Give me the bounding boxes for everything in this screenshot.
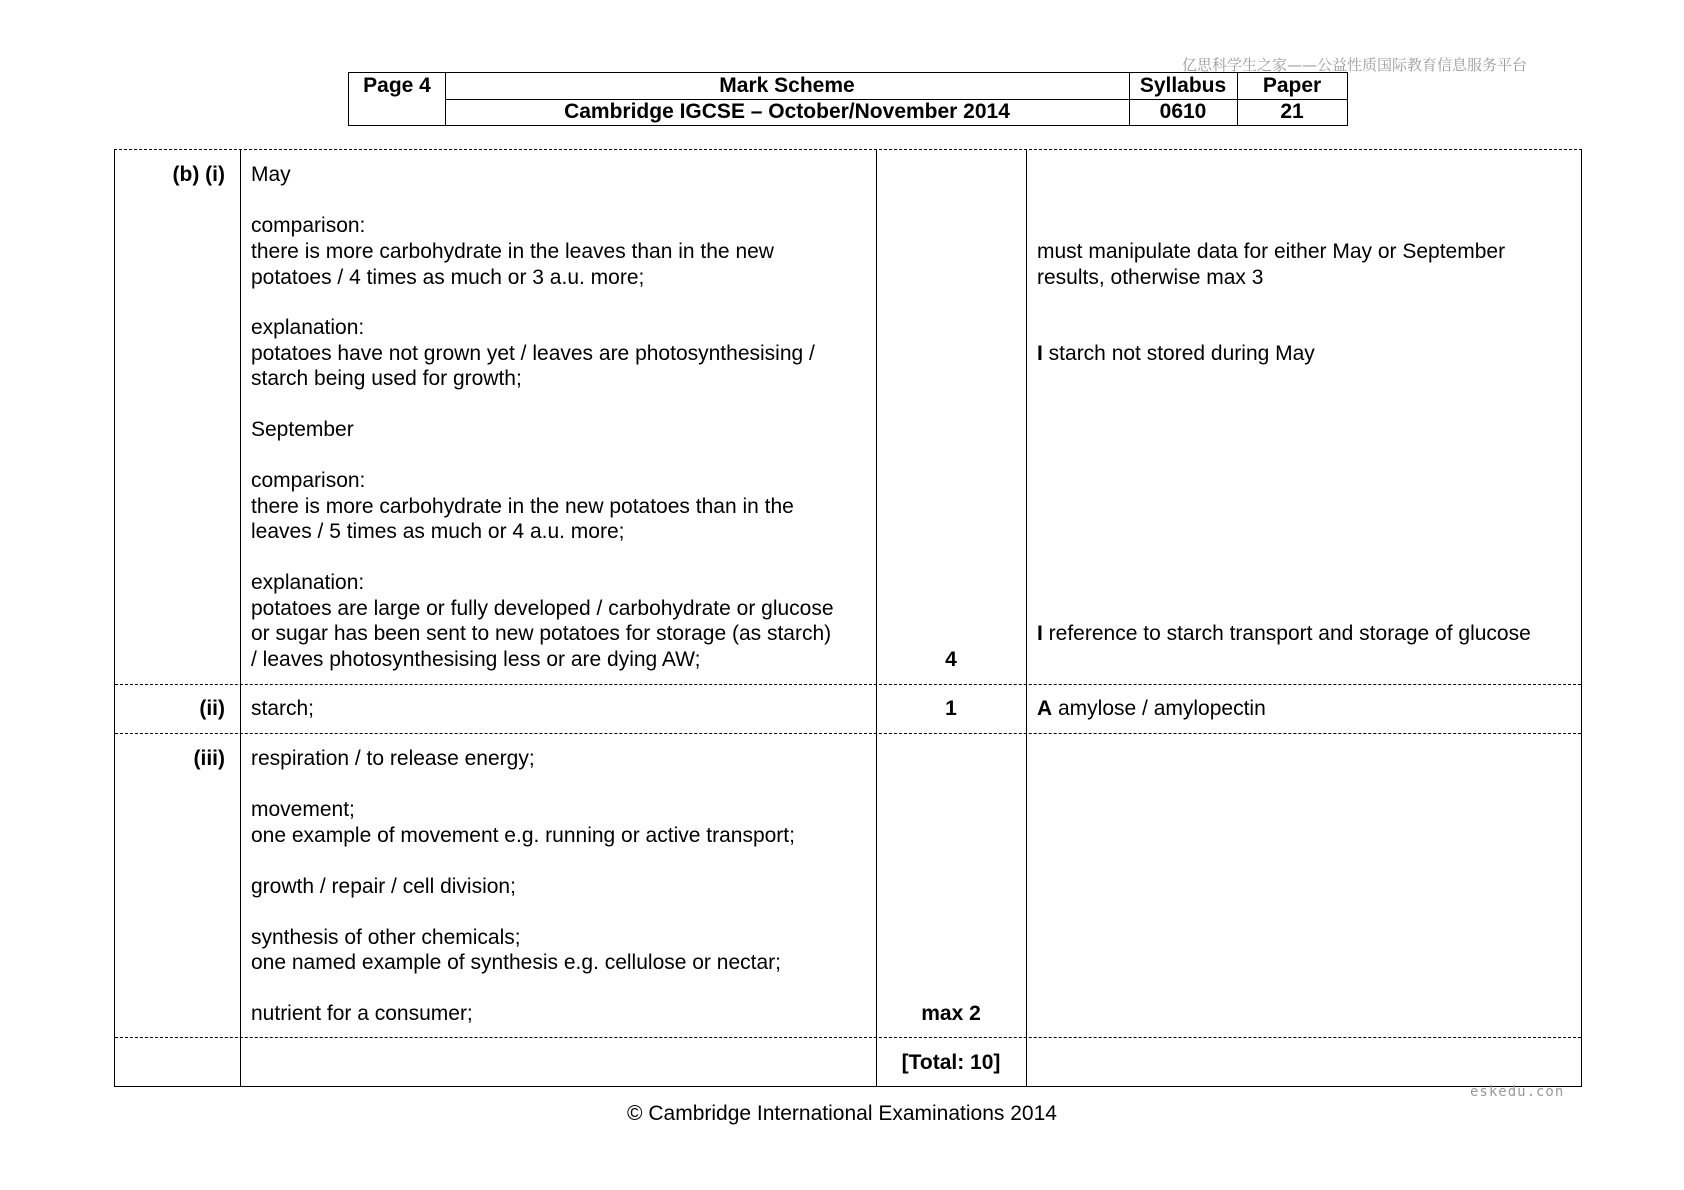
answer-line: nutrient for a consumer; [251, 1002, 473, 1025]
answer-line: comparison: [251, 214, 366, 237]
question-label-iii: (iii) [193, 747, 225, 770]
guidance-ignore [1037, 621, 1531, 647]
ignore-text: starch not stored during May [1042, 342, 1315, 365]
answer-line: starch; [251, 697, 315, 720]
answer-line: potatoes / 4 times as much or 3 a.u. more; [251, 266, 645, 289]
syllabus-label: Syllabus [1139, 74, 1227, 97]
answer-line: / leaves photosynthesising less or are dying AW; [251, 648, 701, 671]
paper-label: Paper [1262, 74, 1322, 97]
answer-line: one named example of synthesis e.g. cellulose or nectar; [251, 951, 781, 974]
guidance-line: results, otherwise max 3 [1037, 266, 1264, 289]
document-subtitle: Cambridge IGCSE – October/November 2014 [564, 100, 1010, 123]
answer-line: comparison: [251, 469, 366, 492]
answer-line: there is more carbohydrate in the leaves than in the new [251, 240, 774, 263]
question-label-ii: (ii) [199, 697, 225, 720]
header-table [348, 72, 1348, 126]
ignore-text: reference to starch transport and storage of glucose [1042, 622, 1531, 645]
answer-line: respiration / to release energy; [251, 747, 535, 770]
syllabus-value: 0610 [1159, 100, 1207, 123]
answer-line: synthesis of other chemicals; [251, 926, 521, 949]
ignore-marker: I [1037, 342, 1043, 365]
paper-value: 21 [1280, 100, 1304, 123]
answer-line: there is more carbohydrate in the new potatoes than in the [251, 495, 794, 518]
marks-iii: max 2 [921, 1002, 981, 1025]
answer-line: growth / repair / cell division; [251, 875, 516, 898]
guidance-line: must manipulate data for either May or September [1037, 240, 1506, 263]
document-title: Mark Scheme [719, 74, 855, 97]
answer-line: starch being used for growth; [251, 367, 522, 390]
answer-line: movement; [251, 798, 355, 821]
total-marks: [Total: 10] [901, 1051, 1001, 1074]
watermark-bottom: eskedu.con [1470, 1084, 1565, 1100]
answer-line: explanation: [251, 316, 365, 339]
mark-scheme-table [114, 149, 1582, 1087]
copyright-footer: © Cambridge International Examinations 2014 [627, 1102, 1057, 1125]
watermark-top: 亿思科学生之家——公益性质国际教育信息服务平台 [1182, 56, 1528, 74]
guidance-ignore [1037, 341, 1315, 367]
accept-text: amylose / amylopectin [1052, 697, 1266, 720]
answer-line: potatoes have not grown yet / leaves are photosynthesising / [251, 342, 815, 365]
answer-line: explanation: [251, 571, 365, 594]
marks-b-i: 4 [945, 648, 957, 671]
accept-marker: A [1037, 697, 1053, 720]
answer-line: potatoes are large or fully developed / carbohydrate or glucose [251, 597, 834, 620]
guidance-accept [1037, 696, 1266, 722]
question-label-b-i: (b) (i) [172, 163, 225, 186]
page-number: Page 4 [363, 74, 431, 97]
answer-line: May [251, 163, 291, 186]
marks-ii: 1 [945, 697, 957, 720]
answer-line: or sugar has been sent to new potatoes for storage (as starch) [251, 622, 832, 645]
answer-line: leaves / 5 times as much or 4 a.u. more; [251, 520, 625, 543]
ignore-marker: I [1037, 622, 1043, 645]
answer-line: one example of movement e.g. running or active transport; [251, 824, 795, 847]
answer-line: September [251, 418, 354, 441]
